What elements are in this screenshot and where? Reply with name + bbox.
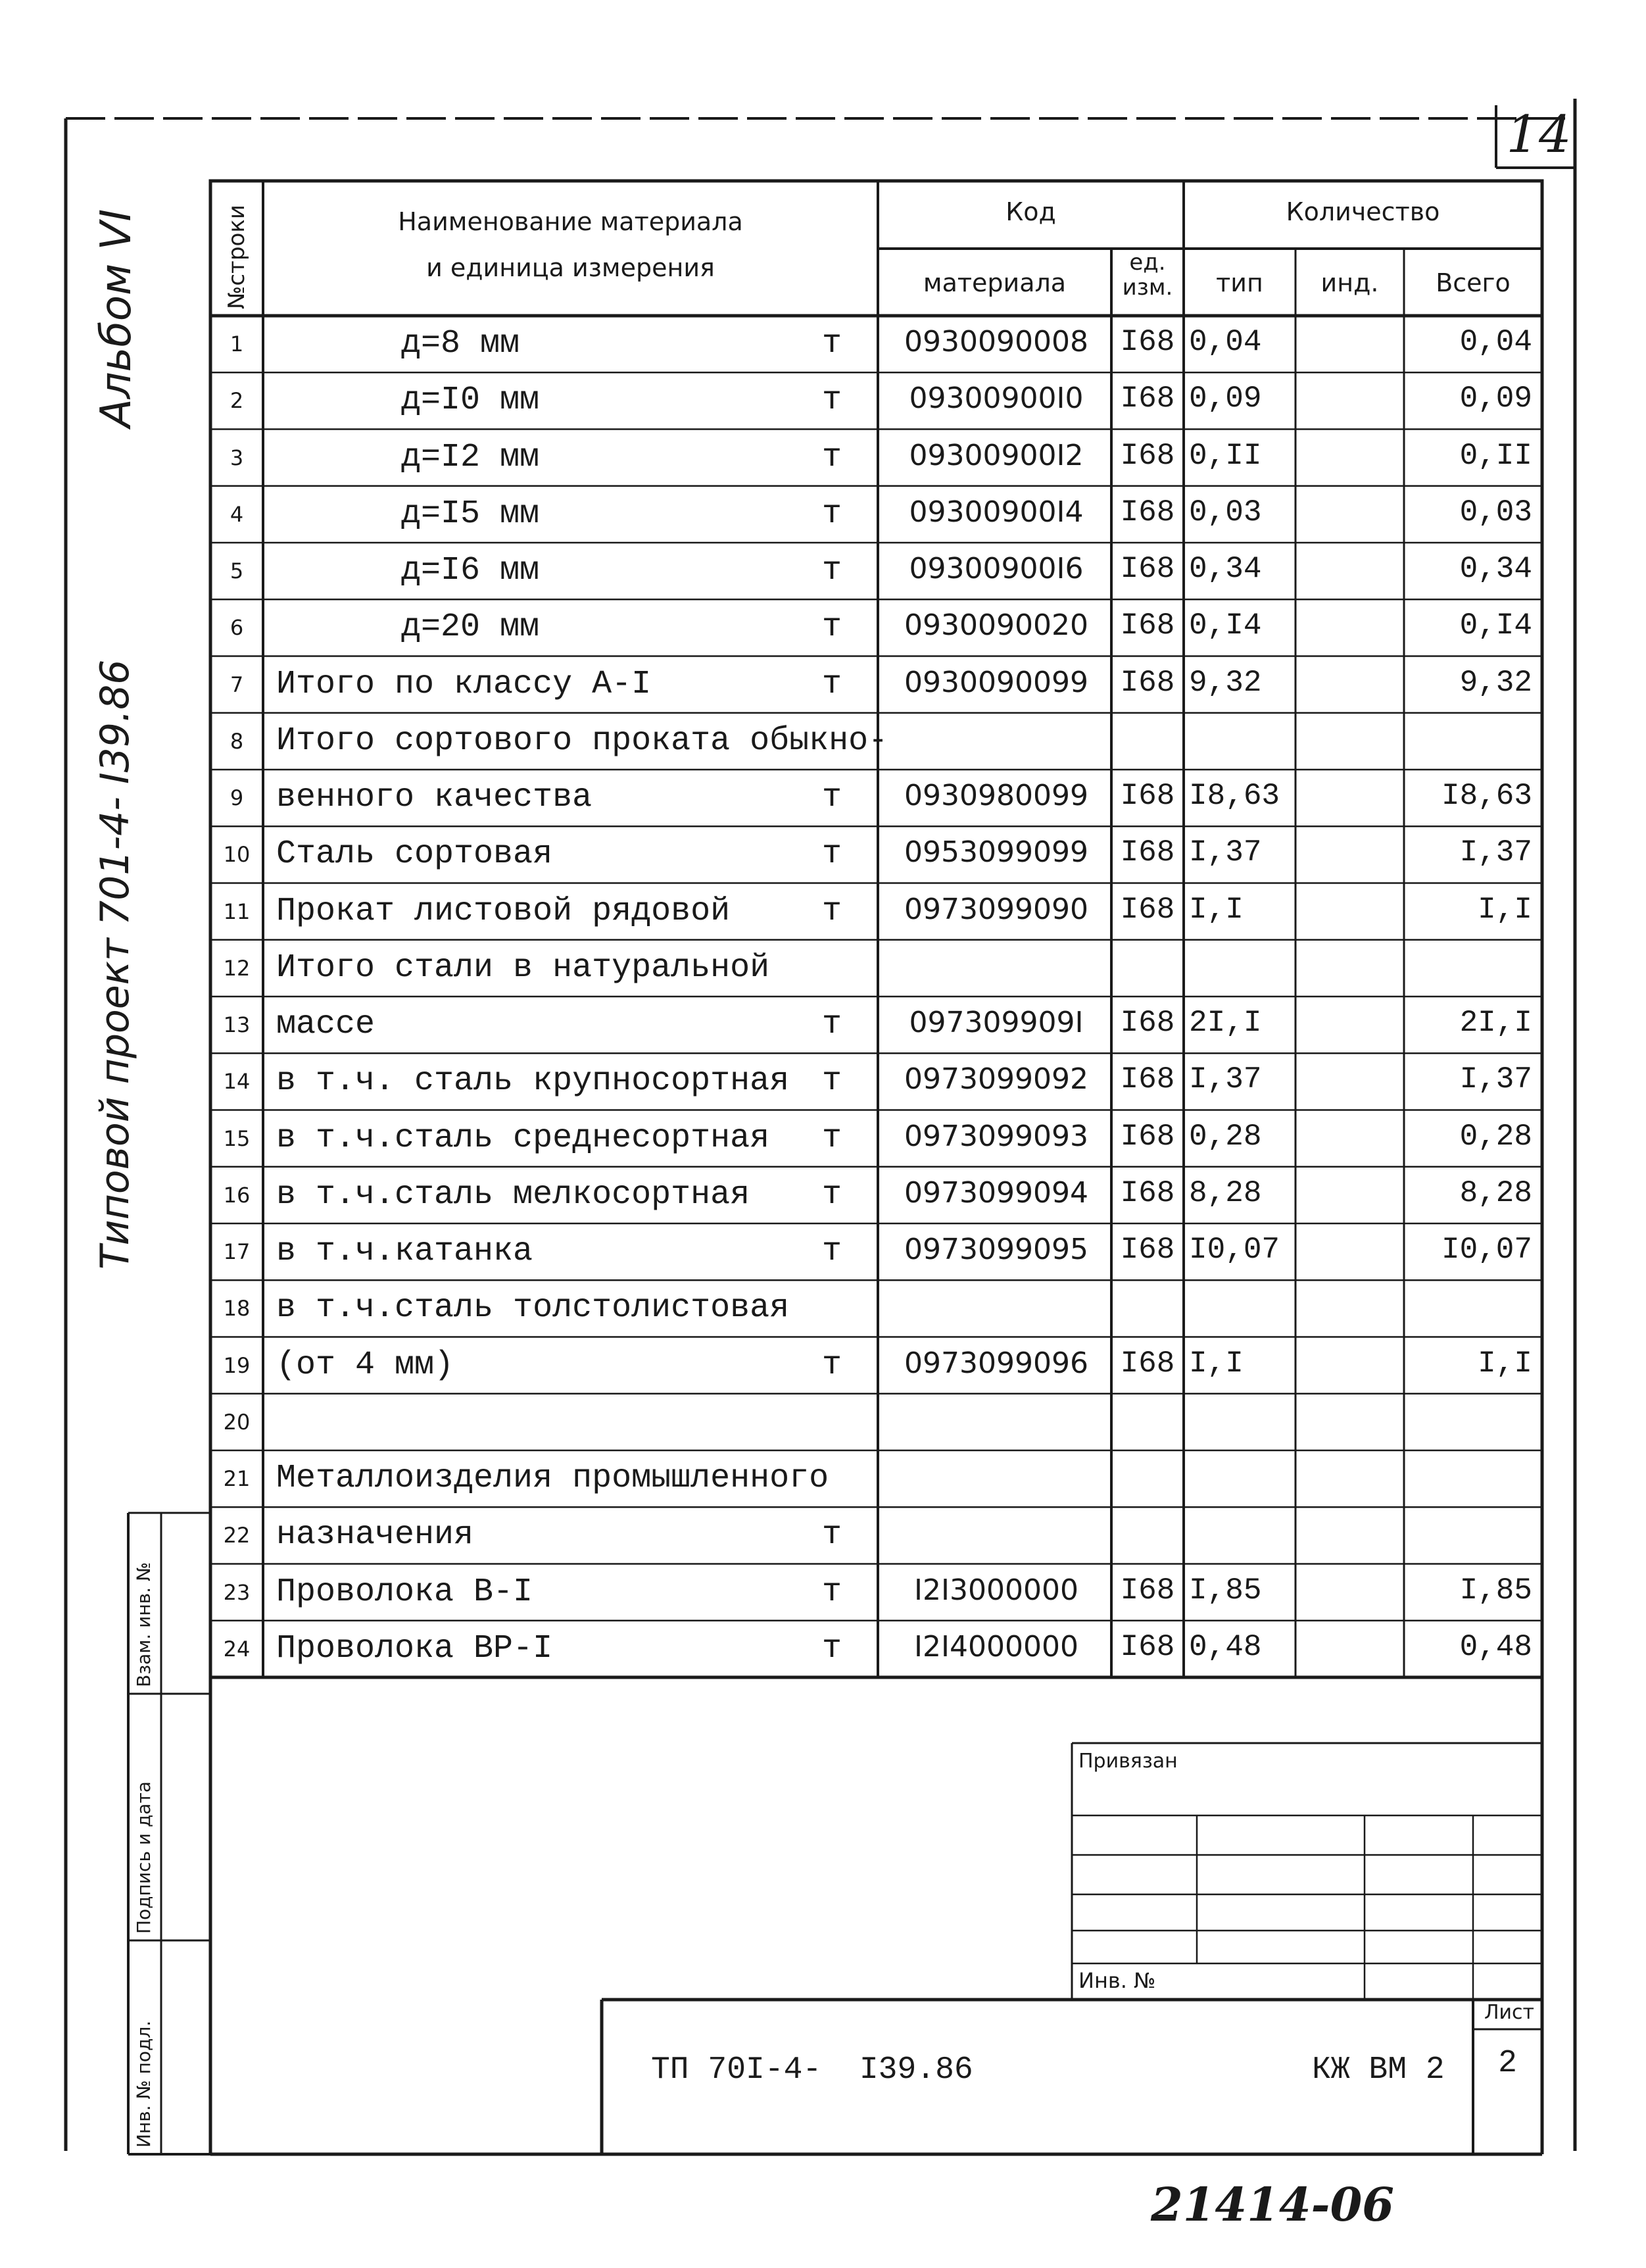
quantity-total: I0,07	[1441, 1233, 1532, 1267]
material-name: Проволока В-I	[276, 1573, 533, 1611]
unit-code: I68	[1120, 1006, 1175, 1040]
unit-mark: т	[822, 1233, 842, 1270]
quantity-total: I,I	[1478, 892, 1532, 927]
quantity-type: 8,28	[1189, 1175, 1262, 1210]
margin-label-original-inv: Инв. № подл.	[133, 2020, 155, 2148]
row-number: 13	[223, 1012, 251, 1037]
row-number: 19	[223, 1352, 251, 1378]
unit-code: I68	[1120, 552, 1175, 586]
unit-mark: т	[822, 382, 842, 420]
quantity-type: 0,34	[1189, 552, 1262, 586]
unit-mark: т	[822, 835, 842, 874]
material-name: д=I2 мм	[401, 438, 540, 476]
header-name: Наименование материала	[398, 207, 743, 236]
project-label: Типовой проект 701-4- I39.86	[92, 659, 138, 1270]
unit-code: I68	[1120, 665, 1175, 700]
unit-mark: т	[822, 325, 842, 362]
row-number: 11	[223, 899, 251, 924]
unit-mark: т	[822, 495, 842, 533]
material-code: 09300900I6	[909, 552, 1084, 585]
header-name-unit: и единица измерения	[426, 253, 715, 282]
material-code: 097309909I	[909, 1006, 1084, 1039]
material-code: 0930090008	[904, 325, 1088, 358]
row-number: 16	[223, 1182, 251, 1208]
unit-code: I68	[1120, 495, 1175, 530]
material-code: 0973099092	[904, 1062, 1088, 1097]
material-name: Металлоизделия промышленного	[276, 1460, 829, 1497]
quantity-type: I,37	[1189, 835, 1262, 870]
quantity-type: 0,I4	[1189, 608, 1262, 643]
unit-mark: т	[822, 1346, 842, 1384]
row-number: 15	[223, 1125, 251, 1151]
row-number: 6	[230, 615, 244, 641]
material-code: 0973099093	[904, 1119, 1088, 1153]
material-name: д=20 мм	[401, 608, 540, 647]
quantity-total: 0,28	[1459, 1119, 1532, 1154]
unit-code: I68	[1120, 1573, 1175, 1608]
unit-code: I68	[1120, 1175, 1175, 1210]
header-code: Код	[1005, 197, 1056, 226]
quantity-total: I,37	[1459, 835, 1532, 870]
quantity-type: I,I	[1189, 1346, 1244, 1381]
material-name: в т.ч.сталь мелкосортная	[276, 1175, 750, 1214]
material-code: 09300900I2	[909, 438, 1084, 472]
quantity-type: I,37	[1189, 1062, 1262, 1097]
row-number: 8	[230, 728, 244, 754]
material-code: 0973099095	[904, 1233, 1088, 1266]
margin-label-signature-date: Подпись и дата	[133, 1781, 155, 1934]
sheet-number: 2	[1498, 2046, 1517, 2081]
row-number: 1	[230, 332, 244, 357]
material-code: I2I3000000	[914, 1573, 1078, 1607]
header-qty-type: тип	[1216, 268, 1263, 297]
quantity-total: I,85	[1459, 1573, 1532, 1608]
material-name: назначения	[276, 1516, 474, 1554]
quantity-total: I,37	[1459, 1062, 1532, 1097]
quantity-type: I,85	[1189, 1573, 1262, 1608]
unit-code: I68	[1120, 1119, 1175, 1154]
quantity-total: I,I	[1478, 1346, 1532, 1381]
row-number: 2	[230, 388, 244, 414]
inv-no-label: Инв. №	[1078, 1968, 1156, 1993]
quantity-type: 0,03	[1189, 495, 1262, 530]
material-code: 09300900I4	[909, 495, 1084, 529]
quantity-total: 0,II	[1459, 438, 1532, 473]
material-name: в т.ч.катанка	[276, 1233, 533, 1270]
material-code: 09300900I0	[909, 382, 1084, 416]
material-code: 0973099096	[904, 1346, 1088, 1380]
unit-mark: т	[822, 779, 842, 816]
quantity-total: 0,04	[1459, 325, 1532, 359]
quantity-type: 0,II	[1189, 438, 1262, 473]
material-code: 0930090099	[904, 665, 1088, 699]
material-name: в т.ч. сталь крупносортная	[276, 1062, 790, 1100]
material-name: Итого по классу А-I	[276, 665, 652, 703]
attached-label: Привязан	[1078, 1750, 1178, 1773]
unit-code: I68	[1120, 1233, 1175, 1267]
quantity-type: 0,09	[1189, 382, 1262, 416]
material-name: Сталь сортовая	[276, 835, 553, 874]
unit-code: I68	[1120, 892, 1175, 927]
unit-mark: т	[822, 1573, 842, 1611]
row-number: 17	[223, 1239, 251, 1264]
unit-mark: т	[822, 1119, 842, 1157]
unit-code: I68	[1120, 1062, 1175, 1097]
margin-label-replace-inv: Взам. инв. №	[133, 1562, 155, 1687]
row-number: 22	[223, 1523, 251, 1548]
sheet-label: Лист	[1484, 2001, 1535, 2024]
header-qty-ind: инд.	[1320, 268, 1379, 297]
material-name: венного качества	[276, 779, 593, 816]
quantity-total: 2I,I	[1459, 1006, 1532, 1040]
unit-code: I68	[1120, 382, 1175, 416]
material-name: Проволока ВР-I	[276, 1629, 553, 1667]
quantity-total: 9,32	[1459, 665, 1532, 700]
material-name: д=I0 мм	[401, 382, 540, 420]
material-code: 0973099090	[904, 892, 1088, 926]
material-code: 0953099099	[904, 835, 1088, 870]
header-quantity: Количество	[1286, 197, 1440, 226]
row-number: 12	[223, 955, 251, 981]
archive-number: 21414-06	[1151, 2177, 1394, 2232]
quantity-type: 0,04	[1189, 325, 1262, 359]
row-number: 24	[223, 1636, 251, 1662]
row-number: 21	[223, 1466, 251, 1491]
unit-mark: т	[822, 892, 842, 930]
material-name: в т.ч.сталь среднесортная	[276, 1119, 770, 1157]
unit-code: I68	[1120, 779, 1175, 813]
unit-code: I68	[1120, 608, 1175, 643]
material-code: 0930090020	[904, 608, 1088, 643]
unit-mark: т	[822, 608, 842, 647]
unit-mark: т	[822, 1175, 842, 1214]
quantity-total: 0,I4	[1459, 608, 1532, 643]
quantity-total: I8,63	[1441, 779, 1532, 813]
row-number: 7	[230, 672, 244, 697]
unit-mark: т	[822, 1516, 842, 1554]
unit-mark: т	[822, 1062, 842, 1100]
quantity-type: 0,28	[1189, 1119, 1262, 1154]
row-number: 4	[230, 501, 244, 527]
unit-mark: т	[822, 1629, 842, 1667]
row-number: 5	[230, 558, 244, 583]
album-label: Альбом VI	[92, 209, 141, 428]
unit-code: I68	[1120, 438, 1175, 473]
material-name: Итого стали в натуральной	[276, 949, 770, 987]
material-name: Итого сортового проката обыкно-	[276, 722, 888, 760]
material-name: д=8 мм	[401, 325, 520, 362]
unit-code: I68	[1120, 1629, 1175, 1664]
quantity-total: 0,34	[1459, 552, 1532, 586]
material-name: д=I6 мм	[401, 552, 540, 589]
header-qty-total: Всего	[1436, 268, 1511, 297]
row-number: 3	[230, 445, 244, 470]
material-name: массе	[276, 1006, 375, 1043]
unit-code: I68	[1120, 325, 1175, 359]
material-name: д=I5 мм	[401, 495, 540, 533]
row-number: 23	[223, 1579, 251, 1605]
row-number: 20	[223, 1409, 251, 1435]
material-code: I2I4000000	[914, 1629, 1078, 1664]
document-code: КЖ ВМ 2	[1312, 2052, 1445, 2088]
unit-mark: т	[822, 665, 842, 703]
unit-code: I68	[1120, 1346, 1175, 1381]
quantity-type: 2I,I	[1189, 1006, 1262, 1040]
unit-mark: т	[822, 1006, 842, 1043]
header-row-number: №строки	[224, 205, 250, 309]
header-code-material: материала	[923, 268, 1067, 297]
quantity-type: I,I	[1189, 892, 1244, 927]
row-number: 10	[223, 842, 251, 868]
quantity-type: 0,48	[1189, 1629, 1262, 1664]
unit-mark: т	[822, 438, 842, 476]
material-name: в т.ч.сталь толстолистовая	[276, 1289, 790, 1327]
quantity-total: 0,03	[1459, 495, 1532, 530]
quantity-type: 9,32	[1189, 665, 1262, 700]
unit-mark: т	[822, 552, 842, 589]
document-designation: ТП 70I-4- I39.86	[651, 2052, 973, 2088]
quantity-total: 0,09	[1459, 382, 1532, 416]
row-number: 18	[223, 1296, 251, 1321]
material-name: (от 4 мм)	[276, 1346, 454, 1384]
row-number: 14	[223, 1069, 251, 1095]
quantity-total: 8,28	[1459, 1175, 1532, 1210]
quantity-type: I0,07	[1189, 1233, 1280, 1267]
page-mark: 14	[1506, 105, 1572, 164]
row-number: 9	[230, 785, 244, 810]
unit-code: I68	[1120, 835, 1175, 870]
material-code: 0973099094	[904, 1175, 1088, 1210]
quantity-total: 0,48	[1459, 1629, 1532, 1664]
material-code: 0930980099	[904, 779, 1088, 812]
quantity-type: I8,63	[1189, 779, 1280, 813]
material-name: Прокат листовой рядовой	[276, 892, 731, 930]
header-code-unit: ед. изм.	[1122, 249, 1173, 301]
